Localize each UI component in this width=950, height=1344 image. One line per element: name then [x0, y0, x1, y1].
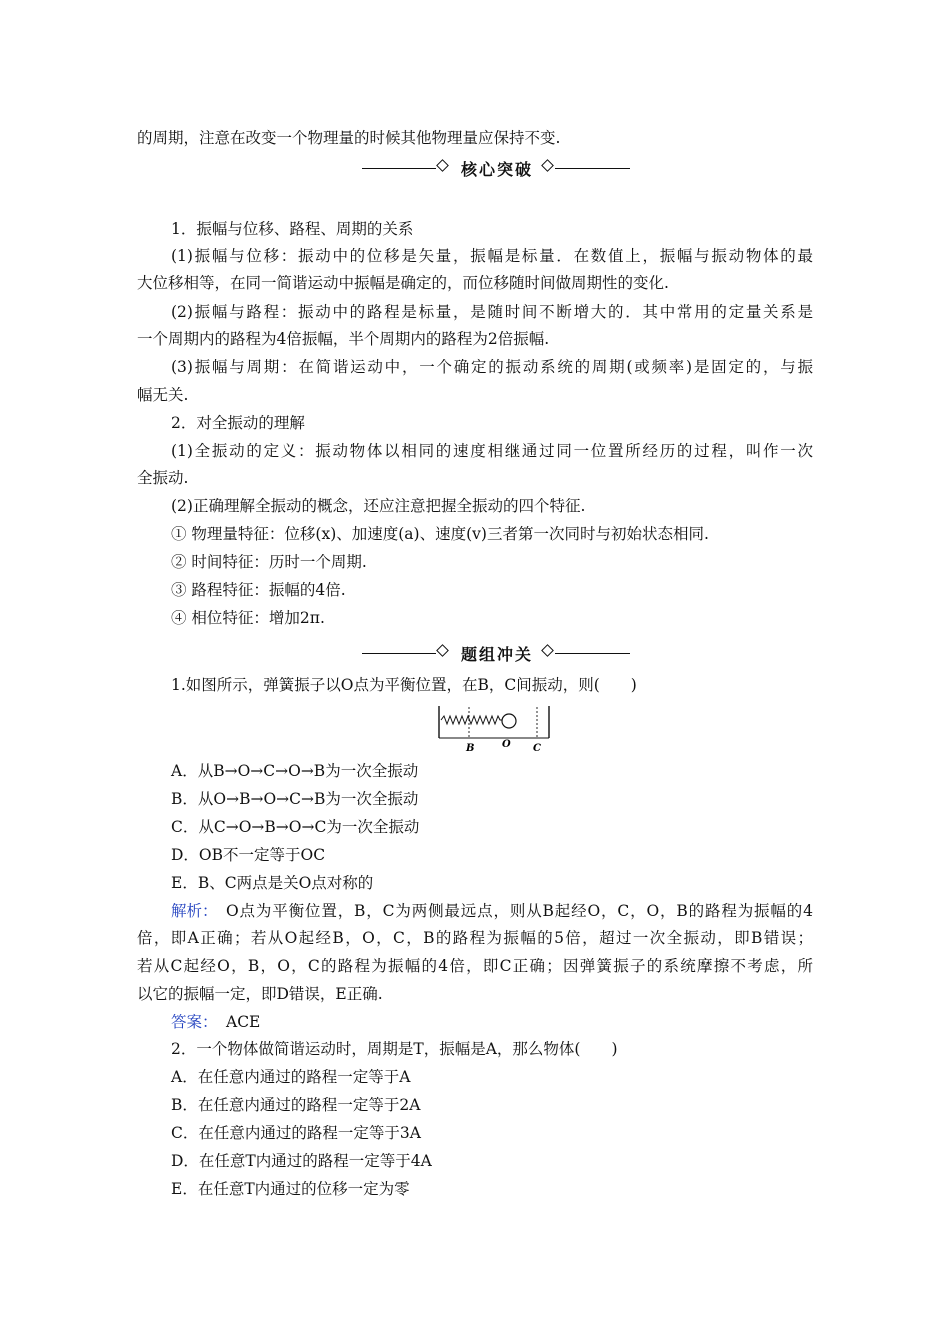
option-e: E．B、C两点是关O点对称的 — [171, 874, 374, 892]
diamond-icon — [436, 644, 449, 657]
intro-line: 的周期，注意在改变一个物理量的时候其他物理量应保持不变. — [137, 129, 561, 147]
paragraph-line: (2)振幅与路程：振动中的路程是标量，是随时间不断增大的．其中常用的定量关系是 — [171, 303, 813, 321]
label-b: B — [466, 743, 475, 754]
paragraph-line: 幅无关. — [137, 386, 189, 404]
spring-oscillator-figure — [436, 704, 554, 756]
option-e: E．在任意T内通过的位移一定为零 — [171, 1180, 410, 1198]
option-c: C．在任意内通过的路程一定等于3A — [171, 1124, 421, 1142]
answer-label: 答案： — [171, 1013, 218, 1031]
analysis-label: 解析： — [171, 902, 218, 920]
paragraph-line: (3)振幅与周期：在简谐运动中，一个确定的振动系统的周期(或频率)是固定的，与振 — [171, 358, 813, 376]
section-banner-practice — [362, 641, 630, 665]
diamond-icon — [541, 644, 554, 657]
label-o: O — [502, 739, 511, 750]
diamond-icon — [436, 159, 449, 172]
paragraph-line: 一个周期内的路程为4倍振幅，半个周期内的路程为2倍振幅. — [137, 330, 550, 348]
option-d: D．在任意T内通过的路程一定等于4A — [171, 1152, 432, 1170]
paragraph-line: (2)正确理解全振动的概念，还应注意把握全振动的四个特征. — [171, 497, 586, 515]
oscillator-ball — [502, 714, 516, 728]
feature-item: ④ 相位特征：增加2π. — [171, 609, 325, 627]
answer-value: ACE — [226, 1013, 261, 1031]
section-banner-core — [362, 156, 630, 180]
section-title: 题组冲关 — [460, 645, 533, 664]
label-c: C — [533, 743, 541, 754]
option-c: C．从C→O→B→O→C为一次全振动 — [171, 818, 420, 836]
analysis-line: 以它的振幅一定，即D错误，E正确. — [137, 985, 383, 1003]
analysis-line: 若从C起经O，B，O，C的路程为振幅的4倍，即C正确；因弹簧振子的系统摩擦不考虑，所 — [137, 957, 813, 975]
paragraph-line: 大位移相等，在同一简谐运动中振幅是确定的，而位移随时间做周期性的变化. — [137, 274, 669, 292]
feature-item: ② 时间特征：历时一个周期. — [171, 553, 367, 571]
paragraph-line: (1)全振动的定义：振动物体以相同的速度相继通过同一位置所经历的过程，叫作一次 — [171, 442, 813, 460]
paragraph-line: 全振动. — [137, 469, 189, 487]
option-b: B．从O→B→O→C→B为一次全振动 — [171, 790, 419, 808]
option-b: B．在任意内通过的路程一定等于2A — [171, 1096, 421, 1114]
option-d: D．OB不一定等于OC — [171, 846, 326, 864]
point-title: 2．对全振动的理解 — [171, 414, 305, 432]
analysis-line: O点为平衡位置，B，C为两侧最远点，则从B起经O，C，O，B的路程为振幅的4 — [226, 902, 813, 920]
question-stem: 2．一个物体做简谐运动时，周期是T，振幅是A，那么物体( ) — [171, 1040, 618, 1058]
section-title: 核心突破 — [460, 160, 533, 179]
feature-item: ① 物理量特征：位移(x)、加速度(a)、速度(v)三者第一次同时与初始状态相同. — [171, 525, 709, 543]
point-title: 1．振幅与位移、路程、周期的关系 — [171, 220, 414, 238]
option-a: A．从B→O→C→O→B为一次全振动 — [171, 762, 419, 780]
option-a: A．在任意内通过的路程一定等于A — [171, 1068, 411, 1086]
question-stem: 1.如图所示，弹簧振子以O点为平衡位置，在B，C间振动，则( ) — [171, 676, 637, 694]
feature-item: ③ 路程特征：振幅的4倍. — [171, 581, 346, 599]
spring-coil — [441, 716, 502, 724]
diamond-icon — [541, 159, 554, 172]
analysis-line: 倍，即A正确；若从O起经B，O，C，B的路程为振幅的5倍，超过一次全振动，即B错误； — [137, 929, 813, 947]
paragraph-line: (1)振幅与位移：振动中的位移是矢量，振幅是标量．在数值上，振幅与振动物体的最 — [171, 247, 813, 265]
